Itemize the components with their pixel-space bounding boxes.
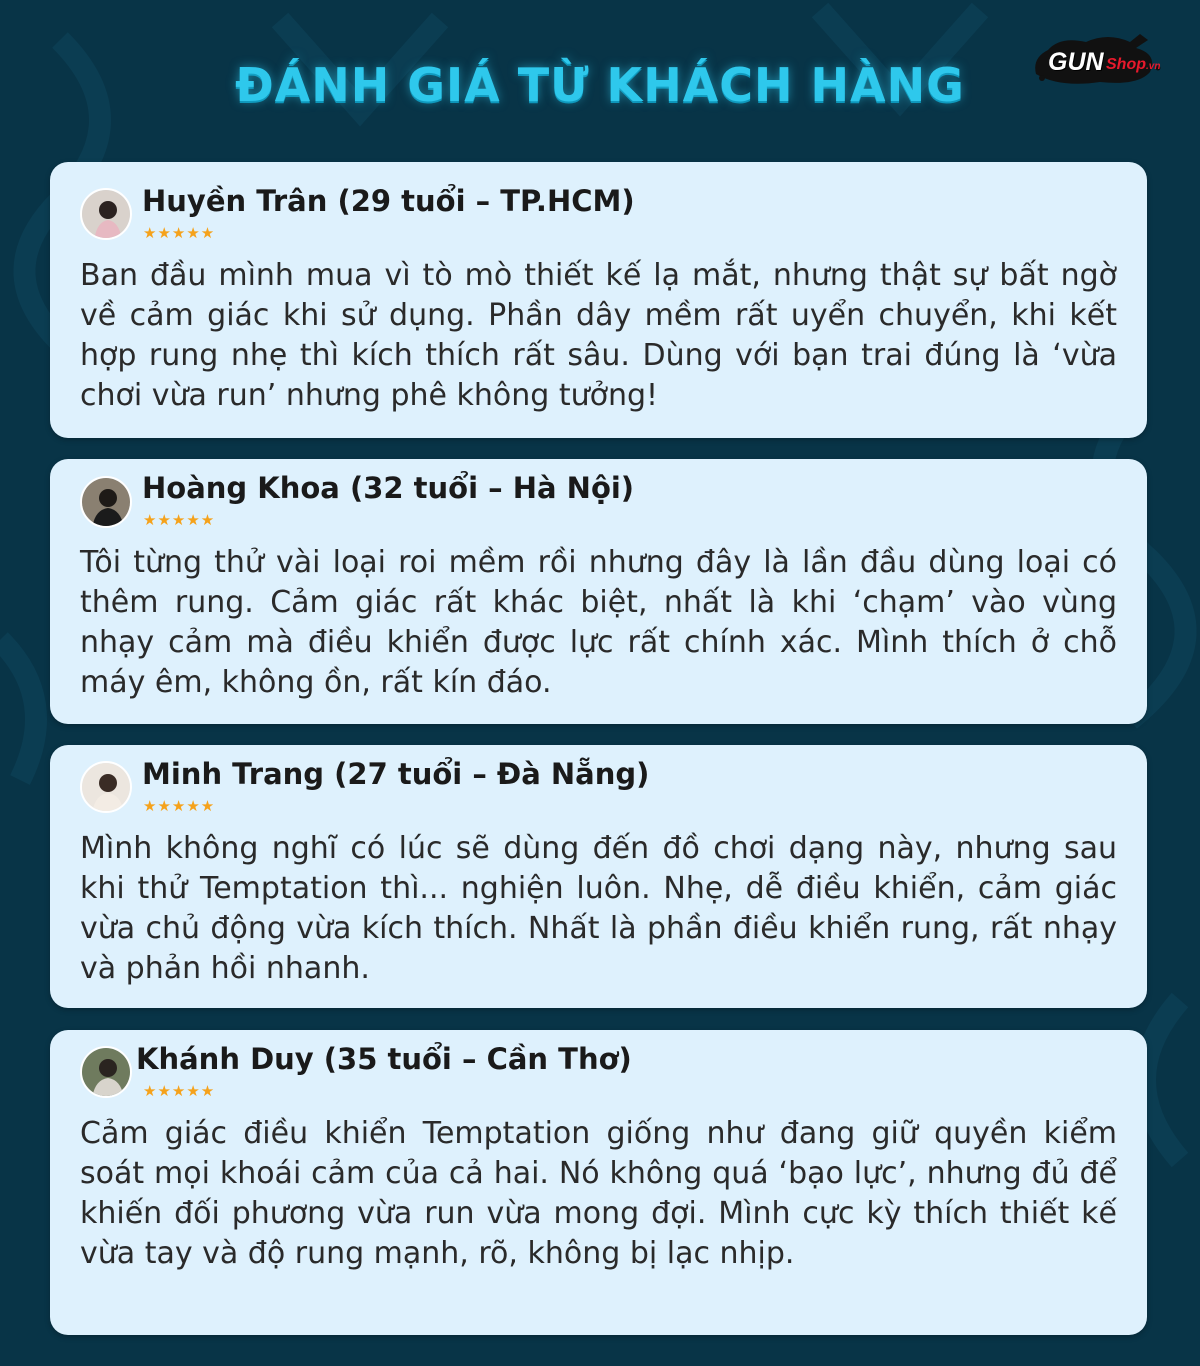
review-text: Mình không nghĩ có lúc sẽ dùng đến đồ chơi dạng này, nhưng sau khi thử Temptation thì... nghiện luôn. Nhẹ, dễ điều khiển, cảm giác vừa chủ động vừa kích thích. Nhất là phần điều khiển rung, rất nhạy và phản hồi nhanh.	[80, 831, 1117, 986]
gunshop-logo[interactable]	[1030, 28, 1180, 90]
reviewer-name: Hoàng Khoa (32 tuổi – Hà Nội)	[142, 471, 635, 505]
avatar	[80, 476, 132, 528]
logo-shop: Shop.vn	[1106, 56, 1161, 73]
review-card	[50, 459, 1147, 724]
reviewer-name: Minh Trang (27 tuổi – Đà Nẵng)	[142, 757, 650, 791]
logo-brand: GUN	[1048, 48, 1104, 76]
star-rating: ★★★★★	[143, 797, 216, 815]
avatar	[80, 1046, 132, 1098]
star-rating: ★★★★★	[143, 1082, 216, 1100]
review-text: Cảm giác điều khiển Temptation giống như đang giữ quyền kiểm soát mọi khoái cảm của cả hai. Nó không quá ‘bạo lực’, nhưng đủ để khiến đối phương vừa run vừa mong đợi. Mình cực kỳ thích thiết kế vừa tay và độ rung mạnh, rõ, không bị lạc nhịp.	[80, 1116, 1117, 1271]
page-title: ĐÁNH GIÁ TỪ KHÁCH HÀNG	[235, 58, 965, 112]
star-rating: ★★★★★	[143, 511, 216, 529]
review-card	[50, 745, 1147, 1008]
reviewer-name: Khánh Duy (35 tuổi – Cần Thơ)	[136, 1042, 632, 1076]
avatar	[80, 188, 132, 240]
page-header	[0, 0, 1200, 160]
avatar	[80, 761, 132, 813]
review-text: Ban đầu mình mua vì tò mò thiết kế lạ mắt, nhưng thật sự bất ngờ về cảm giác khi sử dụng. Phần dây mềm rất uyển chuyển, khi kết hợp rung nhẹ thì kích thích rất sâu. Dùng với bạn trai đúng là ‘vừa chơi vừa run’ nhưng phê không tưởng!	[80, 258, 1117, 413]
review-card	[50, 162, 1147, 438]
review-text: Tôi từng thử vài loại roi mềm rồi nhưng đây là lần đầu dùng loại có thêm rung. Cảm giác rất khác biệt, nhất là khi ‘chạm’ vào vùng nhạy cảm mà điều khiển được lực rất chính xác. Mình thích ở chỗ máy êm, không ồn, rất kín đáo.	[80, 545, 1117, 700]
star-rating: ★★★★★	[143, 224, 216, 242]
review-card	[50, 1030, 1147, 1335]
reviewer-name: Huyền Trân (29 tuổi – TP.HCM)	[142, 184, 635, 218]
